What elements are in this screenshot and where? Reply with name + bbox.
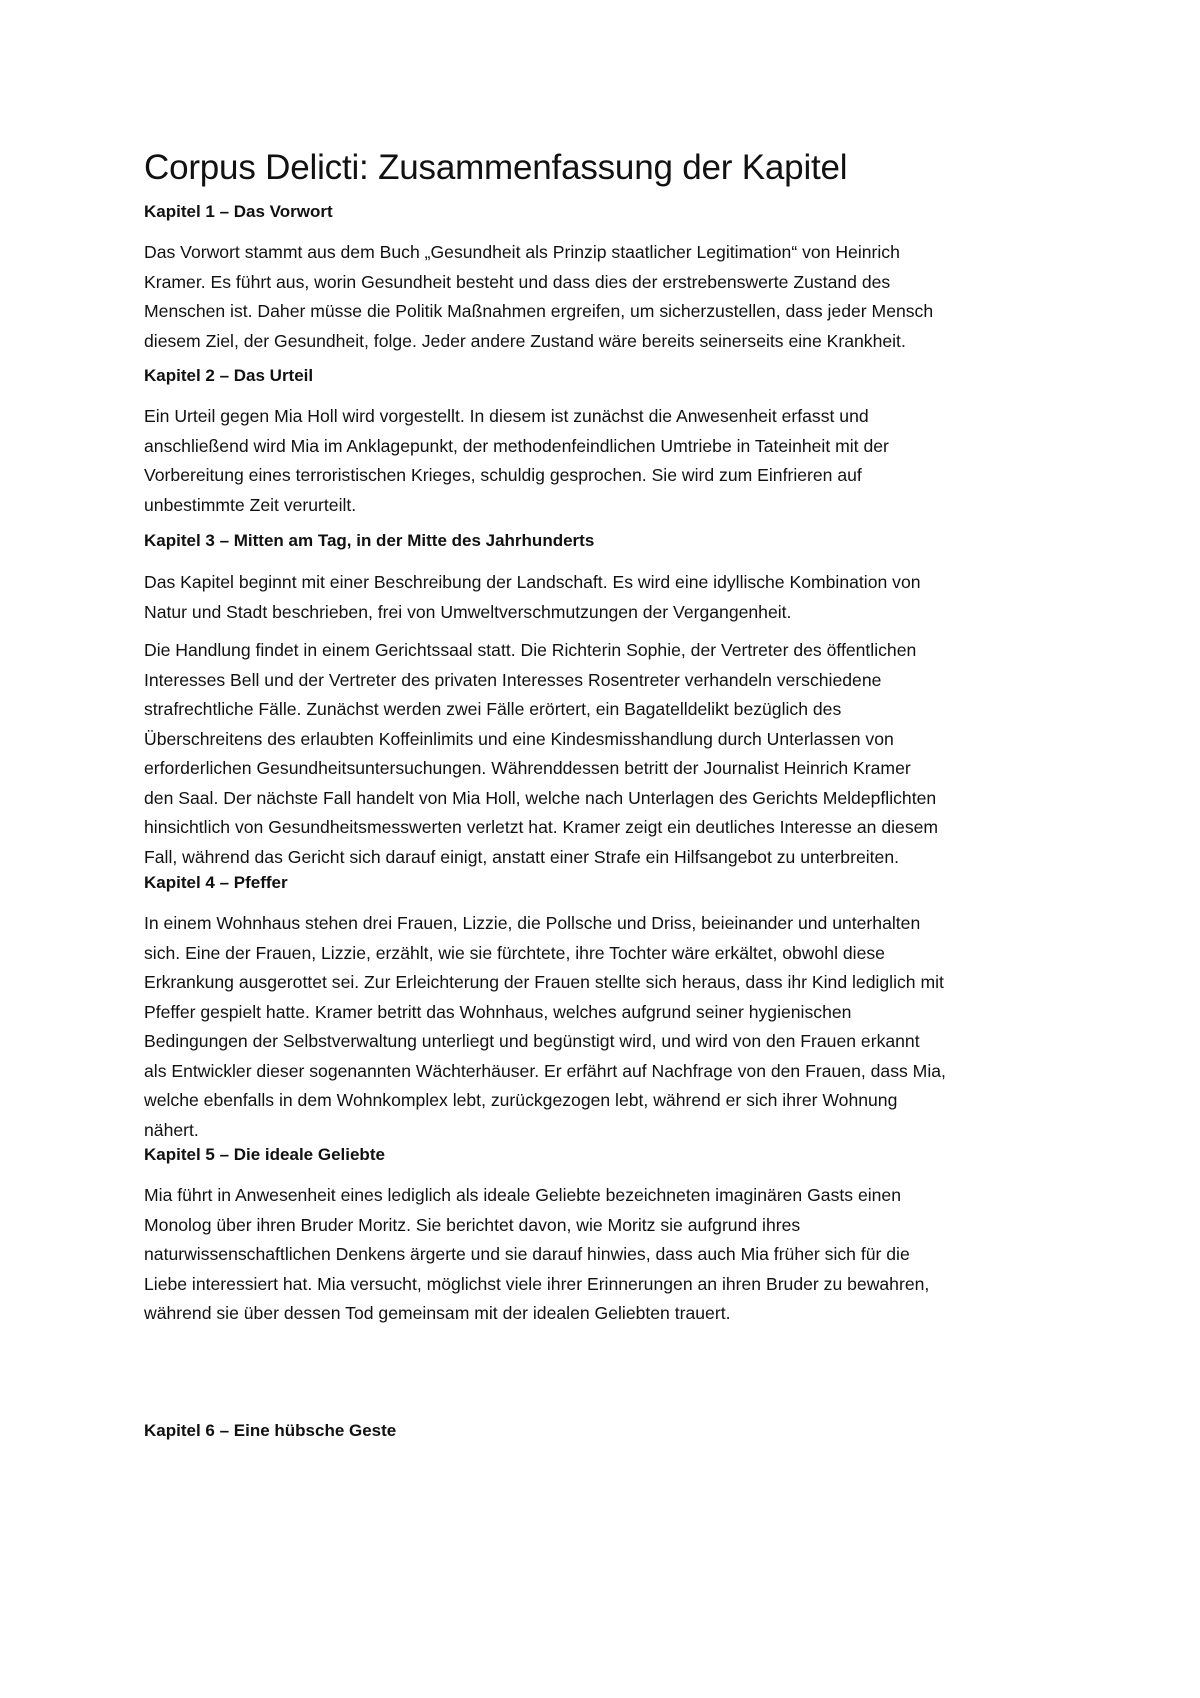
document-title: Corpus Delicti: Zusammenfassung der Kapitel [144, 148, 848, 187]
paragraph-line: welche ebenfalls in dem Wohnkomplex lebt, zurückgezogen lebt, während er sich ihrer Wohnung [144, 1090, 898, 1110]
paragraph-line: Überschreitens des erlaubten Koffeinlimits und eine Kindesmisshandlung durch Unterlassen von [144, 728, 894, 749]
paragraph-line: Natur und Stadt beschrieben, frei von Umweltverschmutzungen der Vergangenheit. [144, 601, 792, 622]
paragraph-line: nähert. [144, 1119, 199, 1140]
paragraph-line: In einem Wohnhaus stehen drei Frauen, Lizzie, die Pollsche und Driss, beieinander und unterhalten [144, 913, 921, 933]
chapter-heading: Kapitel 3 – Mitten am Tag, in der Mitte des Jahrhunderts [144, 531, 595, 550]
paragraph-line: Mia führt in Anwesenheit eines lediglich als ideale Geliebte bezeichneten imaginären Gasts einen [144, 1185, 901, 1205]
paragraph-line: den Saal. Der nächste Fall handelt von Mia Holl, welche nach Unterlagen des Gerichts Meldepflichten [144, 787, 937, 808]
paragraph-line: als Entwickler dieser sogenannten Wächterhäuser. Er erfährt auf Nachfrage von den Frauen, dass Mia, [144, 1060, 946, 1081]
paragraph-line: Das Kapitel beginnt mit einer Beschreibung der Landschaft. Es wird eine idyllische Kombination von [144, 572, 921, 592]
paragraph-line: unbestimmte Zeit verurteilt. [144, 494, 357, 515]
paragraph-line: naturwissenschaftlichen Denkens ärgerte und sie darauf hinwies, dass auch Mia früher sich für die [144, 1244, 910, 1264]
paragraph-line: diesem Ziel, der Gesundheit, folge. Jeder andere Zustand wäre bereits seinerseits eine Krankheit. [144, 330, 906, 351]
paragraph-line: Pfeffer gespielt hatte. Kramer betritt das Wohnhaus, welches aufgrund seiner hygienischen [144, 1001, 852, 1022]
paragraph-line: Bedingungen der Selbstverwaltung unterliegt und begünstigt wird, und wird von den Frauen erkannt [144, 1031, 920, 1051]
paragraph-line: strafrechtliche Fälle. Zunächst werden zwei Fälle erörtert, ein Bagatelldelikt bezüglich des [144, 699, 842, 719]
chapter-paragraph [144, 1181, 1069, 1329]
chapter-paragraph [144, 238, 1069, 356]
chapter-paragraph [144, 636, 1069, 872]
paragraph-line: erforderlichen Gesundheitsuntersuchungen. Währenddessen betritt der Journalist Heinrich Kramer [144, 758, 911, 778]
paragraph-line: Erkrankung ausgerottet sei. Zur Erleichterung der Frauen stellte sich heraus, dass ihr Kind lediglich mit [144, 972, 944, 992]
chapter-heading: Kapitel 4 – Pfeffer [144, 873, 288, 892]
paragraph-line: Kramer. Es führt aus, worin Gesundheit besteht und dass dies der erstrebenswerte Zustand des [144, 271, 891, 292]
paragraph-line: Das Vorwort stammt aus dem Buch „Gesundheit als Prinzip staatlicher Legitimation“ von Heinrich [144, 242, 900, 262]
paragraph-line: hinsichtlich von Gesundheitsmesswerten verletzt hat. Kramer zeigt ein deutliches Interesse an diesem [144, 817, 939, 837]
paragraph-line: Die Handlung findet in einem Gerichtssaal statt. Die Richterin Sophie, der Vertreter des öffentlichen [144, 640, 917, 660]
paragraph-line: Liebe interessiert hat. Mia versucht, möglichst viele ihrer Erinnerungen an ihren Bruder zu bewahren, [144, 1273, 930, 1294]
document-page [144, 0, 1069, 1698]
chapter-paragraph [144, 568, 1069, 627]
chapter-heading: Kapitel 6 – Eine hübsche Geste [144, 1421, 397, 1440]
paragraph-line: anschließend wird Mia im Anklagepunkt, der methodenfeindlichen Umtriebe in Tateinheit mit der [144, 435, 889, 456]
paragraph-line: Vorbereitung eines terroristischen Krieges, schuldig gesprochen. Sie wird zum Einfrieren auf [144, 465, 862, 485]
chapter-heading: Kapitel 5 – Die ideale Geliebte [144, 1145, 385, 1164]
chapter-heading: Kapitel 1 – Das Vorwort [144, 202, 333, 221]
paragraph-line: Interesses Bell und der Vertreter des privaten Interesses Rosentreter verhandeln verschiedene [144, 669, 882, 690]
paragraph-line: Monolog über ihren Bruder Moritz. Sie berichtet davon, wie Moritz sie aufgrund ihres [144, 1214, 801, 1235]
chapter-paragraph [144, 909, 1069, 1145]
paragraph-line: Ein Urteil gegen Mia Holl wird vorgestellt. In diesem ist zunächst die Anwesenheit erfasst und [144, 406, 869, 426]
paragraph-line: während sie über dessen Tod gemeinsam mit der idealen Geliebten trauert. [144, 1303, 731, 1323]
paragraph-line: Fall, während das Gericht sich darauf einigt, anstatt einer Strafe ein Hilfsangebot zu unterbreiten. [144, 846, 899, 867]
chapter-heading: Kapitel 2 – Das Urteil [144, 366, 314, 385]
paragraph-line: Menschen ist. Daher müsse die Politik Maßnahmen ergreifen, um sicherzustellen, dass jeder Mensch [144, 301, 934, 321]
chapter-paragraph [144, 402, 1069, 520]
paragraph-line: sich. Eine der Frauen, Lizzie, erzählt, wie sie fürchtete, ihre Tochter wäre erkältet, obwohl diese [144, 942, 885, 963]
